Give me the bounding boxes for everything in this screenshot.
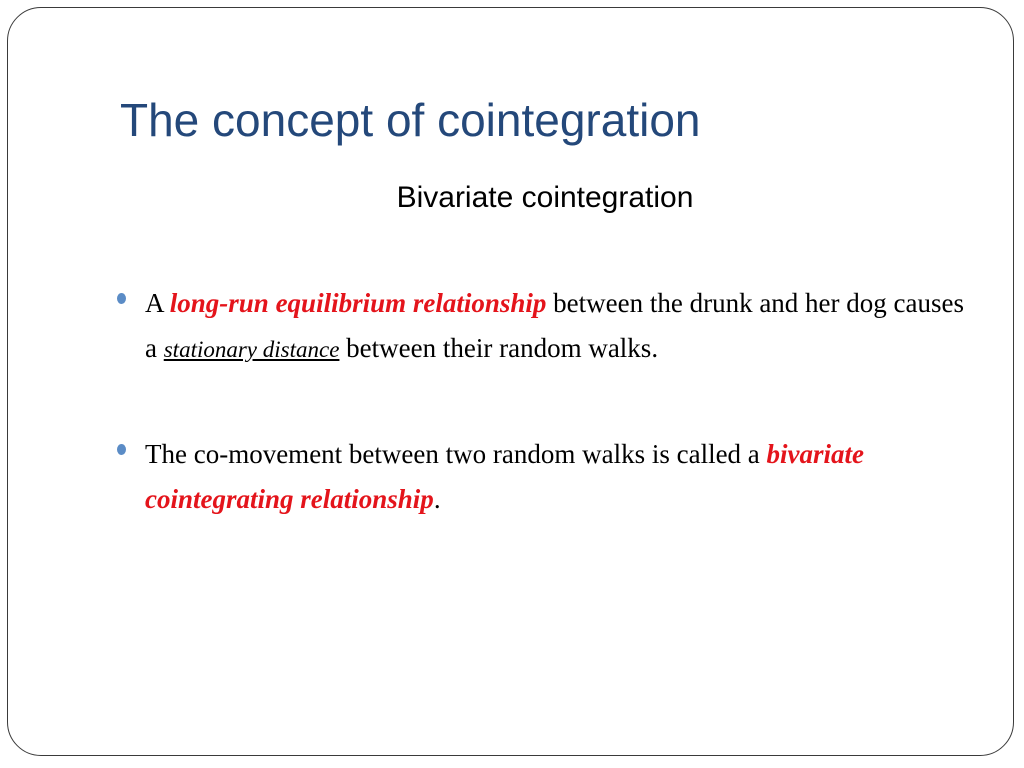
bullet-text: between their random walks.: [339, 333, 659, 363]
bullet-marker-icon: [117, 444, 126, 455]
bullet-item-equilibrium: [117, 281, 967, 372]
emphasis-stationary-distance: stationary distance: [163, 337, 340, 362]
bullet-text: between the drunk and her dog causes a: [145, 288, 964, 363]
bullet-item-co-movement: [117, 432, 967, 522]
slide-title: The concept of cointegration: [120, 94, 701, 146]
emphasis-bivariate-cointegrating: bivariate cointegrating relationship: [145, 439, 865, 514]
bullet-text: A: [145, 288, 170, 318]
bullet-list: [117, 281, 967, 582]
bullet-text: The co-movement between two random walks is called a: [145, 439, 767, 469]
bullet-text: .: [433, 484, 441, 514]
bullet-marker-icon: [117, 293, 126, 304]
emphasis-long-run-equilibrium: long-run equilibrium relationship: [169, 288, 547, 318]
slide-subtitle: Bivariate cointegration: [396, 181, 694, 214]
